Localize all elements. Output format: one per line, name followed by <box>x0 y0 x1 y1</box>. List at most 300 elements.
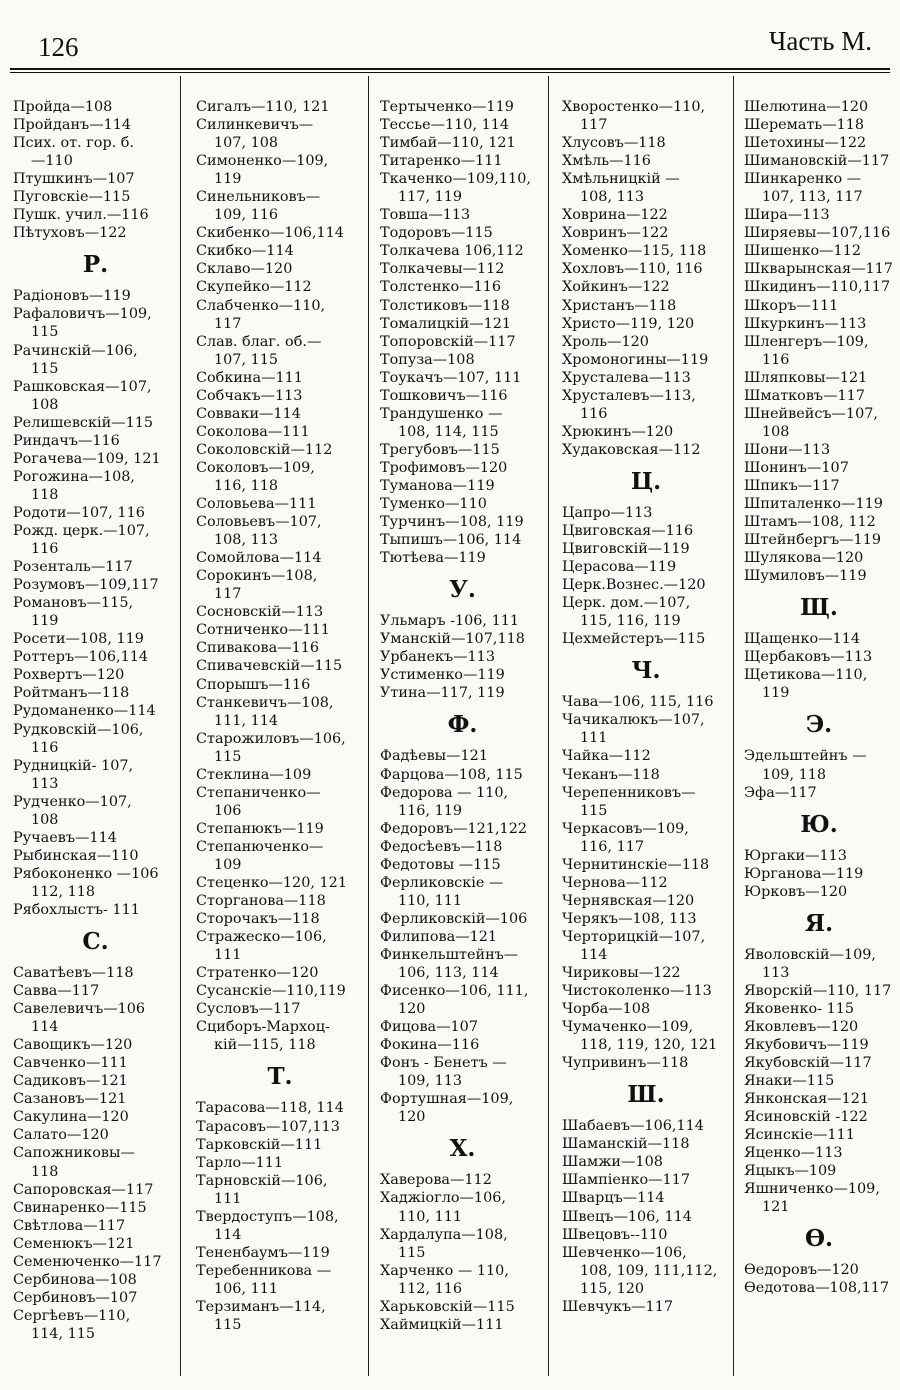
index-entry <box>196 838 364 874</box>
index-entry <box>562 1135 730 1153</box>
entry-name: Пройда—108 <box>13 99 113 115</box>
entry-continuation: 109, 116 <box>214 207 279 224</box>
index-entry <box>380 982 545 1018</box>
entry-name: Ферликовскій—106 <box>380 910 528 927</box>
index-entry <box>380 612 545 630</box>
entry-name: Шпиталенко—119 <box>744 496 883 513</box>
index-entry <box>380 874 545 910</box>
index-entry <box>744 630 894 648</box>
entry-continuation: 112, 118 <box>31 883 96 900</box>
entry-name: Рябоконенко —106 <box>13 865 159 882</box>
index-entry <box>196 423 364 441</box>
index-entry <box>744 1090 894 1108</box>
entry-name: Шкуркинъ—113 <box>744 315 867 332</box>
entry-continuation: 115 <box>31 360 59 377</box>
entry-continuation: 118 <box>31 1163 59 1180</box>
index-entry <box>744 297 894 315</box>
entry-name: Яковенко- 115 <box>744 1000 855 1017</box>
entry-name: Тессье—110, 114 <box>380 117 510 134</box>
index-entry <box>380 784 545 820</box>
entry-name: Шевченко—106, <box>562 1244 687 1261</box>
entry-continuation: кій—115, 118 <box>214 1037 316 1054</box>
entry-continuation: 116, 119 <box>398 802 463 819</box>
column-divider <box>733 76 734 1376</box>
entry-name: Топоровскій—117 <box>380 333 516 350</box>
entry-name: Черторицкій—107, <box>562 928 706 945</box>
index-entry <box>562 558 730 576</box>
entry-name: Стеклина—109 <box>196 766 312 783</box>
entry-name: Станкевичъ—108, <box>196 694 334 711</box>
index-entry <box>744 495 894 513</box>
entry-continuation: 119 <box>214 171 242 188</box>
index-entry <box>562 594 730 630</box>
entry-name: Рудницкій- 107, <box>13 757 134 774</box>
entry-continuation: 119 <box>762 685 790 702</box>
entry-continuation: 117 <box>580 117 608 134</box>
index-entry <box>744 1180 894 1216</box>
index-entry <box>562 278 730 296</box>
entry-name: Ѳедотова—108,117 <box>744 1280 890 1297</box>
entry-name: Титаренко—111 <box>380 153 503 170</box>
index-entry <box>562 170 730 206</box>
letter-heading: Ѳ. <box>804 1225 834 1253</box>
letter-heading: Р. <box>82 251 109 279</box>
entry-continuation: 114 <box>214 1226 242 1243</box>
entry-continuation: 115 <box>580 802 608 819</box>
index-entry <box>196 820 364 838</box>
entry-name: Чайка—112 <box>562 748 651 765</box>
entry-name: Сусанскіе—110,119 <box>196 983 346 1000</box>
entry-continuation: 118 <box>31 486 59 503</box>
entry-name: Старожиловъ—106, <box>196 730 346 747</box>
index-entry <box>380 1036 545 1054</box>
index-entry <box>744 1279 894 1297</box>
entry-name: Семенюченко—117 <box>13 1253 162 1270</box>
index-entry <box>380 856 545 874</box>
index-entry <box>562 242 730 260</box>
index-entry <box>13 116 178 134</box>
index-entry <box>744 278 894 296</box>
entry-name: Стражеско—106, <box>196 929 327 946</box>
entry-name: Терзиманъ—114, <box>196 1299 326 1315</box>
index-entry <box>562 504 730 522</box>
index-entry <box>380 684 545 702</box>
index-entry <box>13 666 178 684</box>
entry-continuation: 108, 109, 111,112, <box>580 1262 718 1279</box>
entry-continuation: 106, 111 <box>214 1280 279 1297</box>
entry-continuation: 116, 117 <box>580 838 645 855</box>
index-entry <box>13 1036 178 1054</box>
entry-continuation: 110, 111 <box>398 1208 463 1225</box>
index-entry <box>196 694 364 730</box>
index-entry <box>380 1018 545 1036</box>
entry-name: Собкина—111 <box>196 369 303 386</box>
entry-name: Фадѣевы—121 <box>380 748 488 765</box>
index-column-2 <box>196 98 364 1334</box>
index-entry <box>196 260 364 278</box>
index-entry <box>562 522 730 540</box>
index-entry <box>562 423 730 441</box>
entry-name: Шеремать—118 <box>744 117 865 134</box>
entry-name: Щербаковъ—113 <box>744 649 873 666</box>
entry-name: Трандушенко — <box>380 405 503 422</box>
entry-name: Шира—113 <box>744 207 830 224</box>
index-entry <box>13 468 178 504</box>
entry-name: Шевчукъ—117 <box>562 1298 674 1315</box>
index-entry <box>744 260 894 278</box>
entry-name: Харченко — 110, <box>380 1262 509 1279</box>
entry-name: Толкачева 106,112 <box>380 243 524 260</box>
entry-name: Шимановскій—117 <box>744 153 890 170</box>
entry-name: Тарновскій—106, <box>196 1172 328 1189</box>
entry-name: Шляпковы—121 <box>744 369 868 386</box>
entry-name: Рачинскій—106, <box>13 342 138 359</box>
entry-name: Щащенко—114 <box>744 631 861 648</box>
entry-name: Скибенко—106,114 <box>196 225 344 242</box>
entry-name: Тертыченко—119 <box>380 99 514 115</box>
entry-continuation: 116 <box>31 739 59 756</box>
index-entry <box>196 1262 364 1298</box>
index-entry <box>380 315 545 333</box>
index-entry <box>13 901 178 919</box>
column-divider <box>180 76 181 1376</box>
index-entry <box>196 784 364 820</box>
entry-continuation: 114, 115 <box>31 1325 96 1342</box>
index-entry <box>13 558 178 576</box>
index-entry <box>380 297 545 315</box>
index-entry <box>744 1054 894 1072</box>
entry-name: Фисенко—106, 111, <box>380 983 529 1000</box>
entry-name: Яценко—113 <box>744 1145 843 1162</box>
entry-name: Цапро—113 <box>562 504 653 521</box>
entry-name: Свинаренко—115 <box>13 1199 147 1216</box>
entry-name: Сербинова—108 <box>13 1271 137 1288</box>
entry-name: Соколовскій—112 <box>196 441 333 458</box>
index-entry <box>380 1189 545 1225</box>
index-entry <box>196 405 364 423</box>
index-entry <box>380 513 545 531</box>
index-entry <box>744 387 894 405</box>
entry-name: Синельниковъ— <box>196 189 321 206</box>
index-entry <box>744 224 894 242</box>
index-entry <box>562 892 730 910</box>
entry-name: Шнейвейсъ—107, <box>744 405 878 422</box>
entry-name: Тоукачъ—107, 111 <box>380 369 522 386</box>
entry-name: Салато—120 <box>13 1127 109 1144</box>
entry-name: Радіоновъ—119 <box>13 288 131 305</box>
entry-name: Хаджіогло—106, <box>380 1190 506 1207</box>
entry-name: Ульмаръ -106, 111 <box>380 613 520 630</box>
entry-name: Релишевскій—115 <box>13 414 154 431</box>
letter-heading: Ц. <box>630 467 662 495</box>
entry-name: Семенюкъ—121 <box>13 1235 135 1252</box>
entry-name: Шленгеръ—109, <box>744 333 869 350</box>
index-entry <box>13 1090 178 1108</box>
index-entry <box>744 152 894 170</box>
entry-continuation: 109, 113 <box>398 1073 463 1090</box>
letter-heading: С. <box>82 928 109 956</box>
index-entry <box>562 134 730 152</box>
entry-name: Хардалупа—108, <box>380 1226 508 1243</box>
index-entry <box>13 1144 178 1180</box>
index-entry <box>196 297 364 333</box>
entry-continuation: 118, 119, 120, 121 <box>580 1037 718 1054</box>
entry-name: Рудоманенко—114 <box>13 703 156 720</box>
index-entry <box>196 116 364 152</box>
entry-name: Степанюченко— <box>196 838 324 855</box>
index-entry <box>196 730 364 766</box>
index-entry <box>380 630 545 648</box>
index-entry <box>562 1298 730 1316</box>
index-entry <box>744 1144 894 1162</box>
entry-name: Шкидинъ—110,117 <box>744 279 891 296</box>
index-entry <box>13 1271 178 1289</box>
entry-name: Чистоколенко—113 <box>562 983 712 1000</box>
index-entry <box>380 820 545 838</box>
index-entry <box>744 242 894 260</box>
entry-name: Цвиговская—116 <box>562 522 694 539</box>
index-entry <box>196 495 364 513</box>
index-entry <box>13 342 178 378</box>
entry-name: Псих. от. гор. б. <box>13 135 135 152</box>
index-entry <box>380 1171 545 1189</box>
entry-name: Сосновскій—113 <box>196 604 324 621</box>
entry-name: Яковлевъ—120 <box>744 1018 859 1035</box>
entry-name: Церк.Вознес.—120 <box>562 577 706 594</box>
index-entry <box>196 188 364 224</box>
index-entry <box>744 549 894 567</box>
index-entry <box>380 387 545 405</box>
entry-name: Филипова—121 <box>380 928 498 945</box>
index-entry <box>744 206 894 224</box>
index-entry <box>562 856 730 874</box>
entry-name: Спивачевскій—115 <box>196 658 343 675</box>
entry-name: Шамжи—108 <box>562 1154 663 1171</box>
entry-continuation: 111 <box>214 947 242 964</box>
index-entry <box>744 1126 894 1144</box>
index-entry <box>13 378 178 414</box>
entry-name: Шампіенко—117 <box>562 1172 691 1189</box>
entry-continuation: 112, 116 <box>398 1280 463 1297</box>
entry-name: Тарасовъ—107,113 <box>196 1118 340 1135</box>
entry-name: Черепенниковъ— <box>562 784 696 801</box>
index-entry <box>13 1054 178 1072</box>
letter-heading: Щ. <box>800 594 838 622</box>
index-entry <box>744 847 894 865</box>
entry-name: Устименко—119 <box>380 667 505 684</box>
entry-name: Янконская—121 <box>744 1091 870 1108</box>
index-entry <box>380 278 545 296</box>
entry-continuation: 109 <box>214 856 242 873</box>
index-entry <box>380 1298 545 1316</box>
index-entry <box>380 152 545 170</box>
entry-name: Степаниченко— <box>196 784 321 801</box>
index-entry <box>562 1189 730 1207</box>
entry-continuation: 108 <box>31 396 59 413</box>
entry-continuation: 107, 115 <box>214 351 279 368</box>
index-entry <box>196 333 364 369</box>
part-title: Часть M. <box>768 26 872 56</box>
index-entry <box>196 567 364 603</box>
entry-continuation: 119 <box>31 613 59 630</box>
entry-name: Шматковъ—117 <box>744 387 865 404</box>
entry-continuation: 115, 116, 119 <box>580 613 681 630</box>
entry-name: Ѳедоровъ—120 <box>744 1262 859 1279</box>
index-entry <box>744 865 894 883</box>
index-entry <box>13 432 178 450</box>
entry-continuation: 106 <box>214 802 242 819</box>
entry-name: Савченко—111 <box>13 1055 128 1072</box>
entry-name: Рогачева—109, 121 <box>13 450 161 467</box>
entry-name: Хрусталевъ—113, <box>562 387 696 404</box>
entry-name: Шинкаренко — <box>744 171 862 188</box>
entry-continuation: 106, 113, 114 <box>398 965 499 982</box>
header-rule <box>10 68 890 70</box>
entry-name: Черкасовъ—109, <box>562 820 689 837</box>
index-entry <box>744 946 894 982</box>
index-entry <box>13 188 178 206</box>
entry-name: Трегубовъ—115 <box>380 441 500 458</box>
entry-name: Ясиновскій -122 <box>744 1109 868 1126</box>
entry-continuation: 116 <box>31 541 59 558</box>
index-entry <box>13 414 178 432</box>
entry-name: Фарцова—108, 115 <box>380 766 523 783</box>
index-column-4 <box>562 98 730 1316</box>
entry-name: Сторганова—118 <box>196 893 326 910</box>
entry-name: Шабаевъ—106,114 <box>562 1118 704 1135</box>
entry-continuation: —110 <box>31 153 73 170</box>
index-entry <box>380 351 545 369</box>
entry-name: Хрюкинъ—120 <box>562 423 674 440</box>
index-entry <box>380 531 545 549</box>
entry-name: Чеканъ—118 <box>562 766 660 783</box>
entry-name: Шони—113 <box>744 441 831 458</box>
entry-name: Толстиковъ—118 <box>380 297 510 314</box>
entry-name: Тыпишъ—106, 114 <box>380 532 522 549</box>
index-entry <box>196 676 364 694</box>
entry-name: Федотовы —115 <box>380 856 501 873</box>
index-entry <box>562 369 730 387</box>
index-entry <box>13 504 178 522</box>
index-entry <box>562 224 730 242</box>
entry-name: Птушкинъ—107 <box>13 171 135 188</box>
index-entry <box>562 982 730 1000</box>
index-entry <box>562 333 730 351</box>
entry-name: Яворскій—110, 117 <box>744 982 892 999</box>
entry-name: Шумиловъ—119 <box>744 568 867 585</box>
index-entry <box>562 315 730 333</box>
index-entry <box>13 1253 178 1271</box>
letter-heading: Я. <box>804 909 834 937</box>
entry-name: Ферликовскіе — <box>380 874 504 891</box>
index-entry <box>744 513 894 531</box>
entry-name: Хойкинъ—122 <box>562 279 670 296</box>
entry-name: Яцыкъ—109 <box>744 1163 837 1180</box>
entry-name: Хворостенко—110, <box>562 99 706 115</box>
index-entry <box>13 1181 178 1199</box>
entry-name: Цехмейстеръ—115 <box>562 631 706 648</box>
letter-heading: Э. <box>805 711 833 739</box>
page-number: 126 <box>38 32 79 62</box>
index-entry <box>380 134 545 152</box>
entry-continuation: 109, 118 <box>762 766 827 783</box>
entry-name: Совваки—114 <box>196 405 301 422</box>
index-entry <box>562 1054 730 1072</box>
entry-name: Христо—119, 120 <box>562 315 695 332</box>
index-entry <box>13 829 178 847</box>
entry-name: Рябохлыстъ- 111 <box>13 901 140 918</box>
entry-name: Сорокинъ—108, <box>196 568 318 585</box>
index-entry <box>744 1000 894 1018</box>
index-column-3 <box>380 98 545 1334</box>
entry-name: Фицова—107 <box>380 1019 478 1036</box>
entry-name: Толстенко—116 <box>380 279 502 296</box>
index-entry <box>380 495 545 513</box>
entry-name: Якубовскій—117 <box>744 1055 872 1072</box>
index-entry <box>380 369 545 387</box>
entry-name: Пуговскіе—115 <box>13 189 131 206</box>
entry-name: Пройданъ—114 <box>13 117 132 134</box>
index-entry <box>562 693 730 711</box>
entry-continuation: 108, 113 <box>580 189 645 206</box>
entry-name: Чорба—108 <box>562 1001 651 1018</box>
index-entry <box>13 793 178 829</box>
entry-name: Собчакъ—113 <box>196 387 303 404</box>
entry-name: Силинкевичъ— <box>196 117 314 134</box>
index-entry <box>13 1072 178 1090</box>
entry-name: Шелютина—120 <box>744 99 869 115</box>
entry-continuation: 115 <box>214 1317 242 1334</box>
entry-name: Стратенко—120 <box>196 965 319 982</box>
entry-name: Розумовъ—109,117 <box>13 577 159 594</box>
index-entry <box>744 333 894 369</box>
index-entry <box>744 1162 894 1180</box>
entry-name: Чупривинъ—118 <box>562 1055 689 1072</box>
index-entry <box>380 206 545 224</box>
letter-heading: Ч. <box>631 657 661 685</box>
entry-name: Рожд. церк.—107, <box>13 522 150 539</box>
index-entry <box>744 405 894 441</box>
index-entry <box>562 387 730 423</box>
entry-name: Слав. благ. об.— <box>196 333 322 350</box>
index-entry <box>196 242 364 260</box>
entry-name: Сокoлова—111 <box>196 423 310 440</box>
header-rule-thin <box>10 72 890 73</box>
entry-name: Топуза—108 <box>380 351 475 368</box>
index-entry <box>13 1199 178 1217</box>
index-entry <box>744 477 894 495</box>
entry-name: Церк. дом.—107, <box>562 595 691 612</box>
index-entry <box>380 1226 545 1262</box>
entry-continuation: 117 <box>214 315 242 332</box>
entry-name: Шкоръ—111 <box>744 297 839 314</box>
entry-name: Садиковъ—121 <box>13 1073 128 1090</box>
index-entry <box>562 540 730 558</box>
entry-name: Хаверова—112 <box>380 1172 492 1189</box>
index-entry <box>196 892 364 910</box>
index-entry <box>744 1072 894 1090</box>
index-entry <box>562 784 730 820</box>
index-entry <box>196 278 364 296</box>
entry-name: Скибко—114 <box>196 243 294 260</box>
entry-continuation: 117, 119 <box>398 189 463 206</box>
index-entry <box>562 1018 730 1054</box>
index-entry <box>744 459 894 477</box>
entry-name: Савва—117 <box>13 983 100 1000</box>
entry-name: Сотниченко—111 <box>196 622 330 639</box>
entry-name: Христанъ—118 <box>562 297 677 314</box>
entry-name: Скупейко—112 <box>196 279 312 296</box>
